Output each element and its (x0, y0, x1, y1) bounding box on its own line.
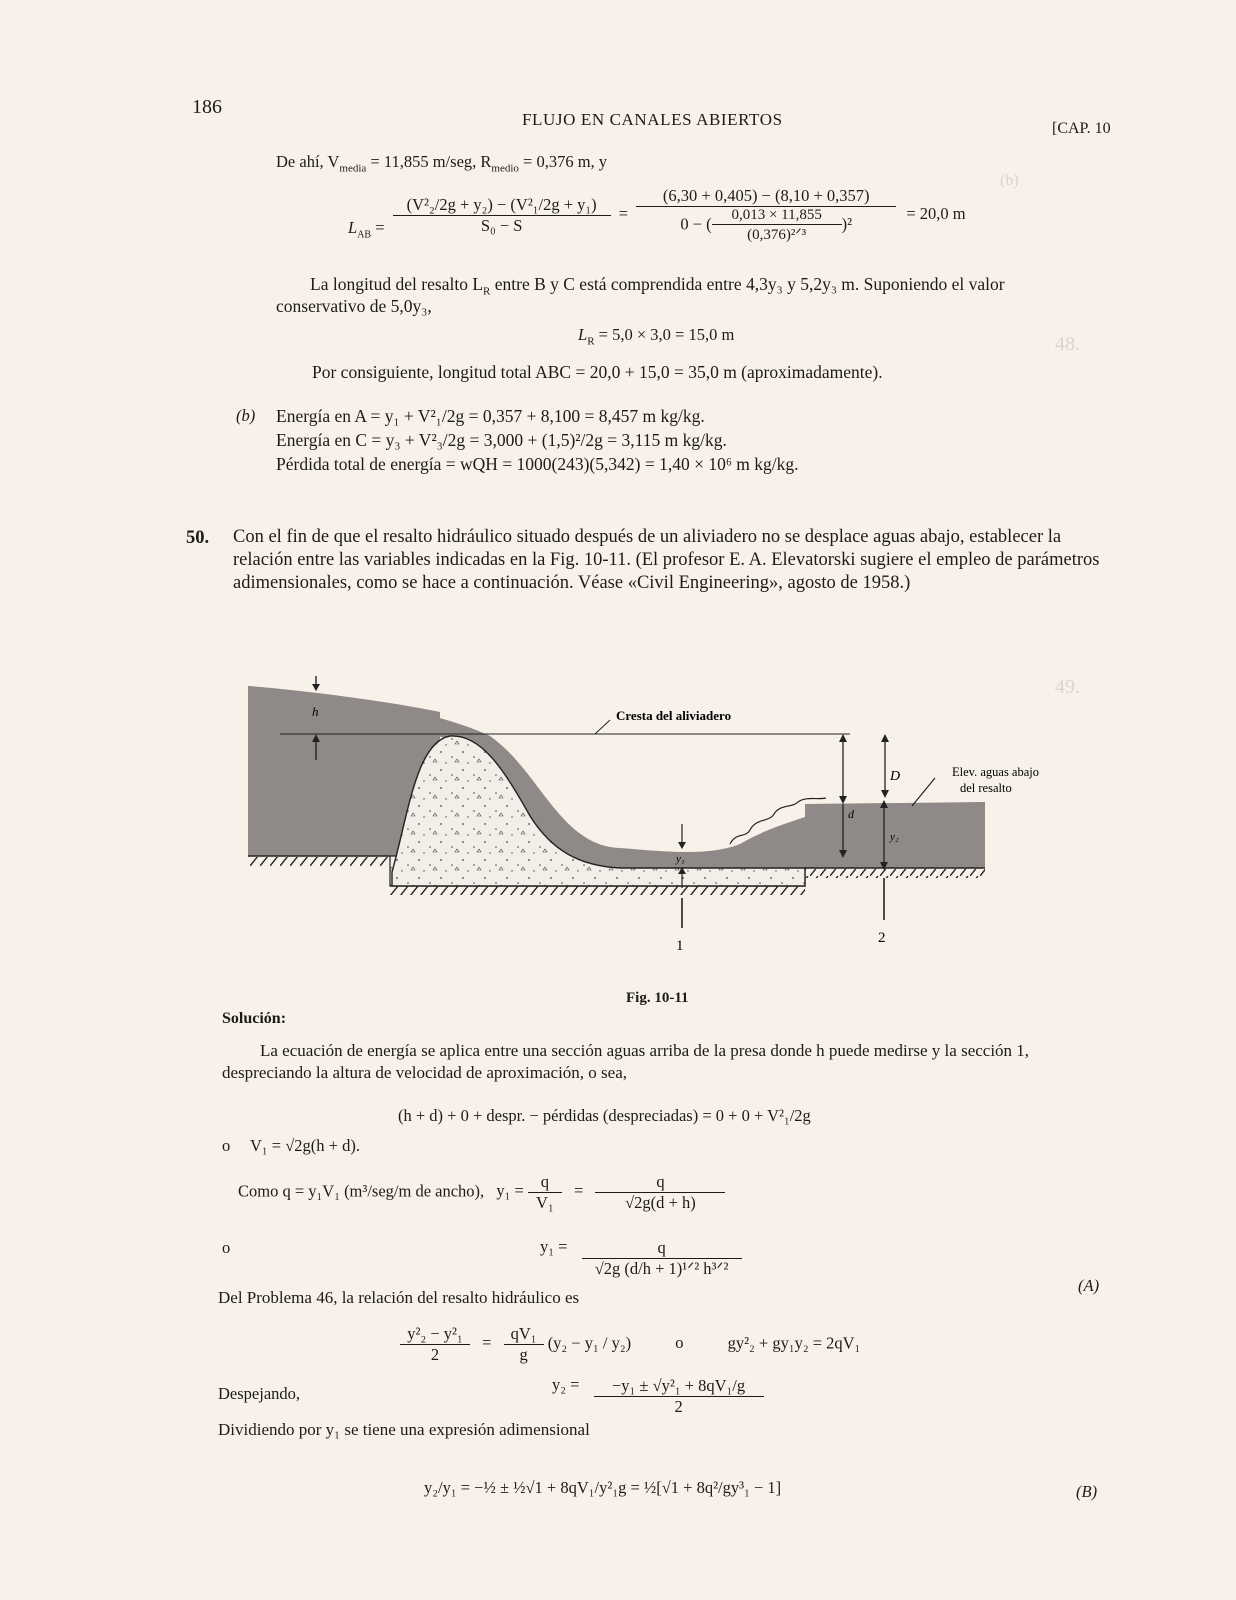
h-label: h (312, 704, 319, 719)
y2-label: y₂ (890, 831, 899, 843)
elev-label-2: del resalto (960, 781, 1012, 795)
length-ab-equation: $L_{AB}$ = $\frac{\text{(V²₂/2g + y₂) − (V²₁/2g + y₁)}}{\text{S₀ − S}}$ = (6,30 + 0,405) − (8,10 + 0,357) 0 − ( $\frac{0,013 \times 11,855}{\text{(0,376)²ᐟ³}}$ )² = 20,0 m (348, 186, 966, 243)
solution-paragraph-2: Del Problema 46, la relación del resalto hidráulico es (218, 1288, 580, 1307)
v1-equation: V₁ = √2g(h + d). (250, 1136, 360, 1155)
bleed-through-text: 48. (1055, 333, 1080, 355)
lr-equation: $L_R = 5,0 \times 3,0 = 15,0$ m (578, 325, 735, 348)
crest-label: Cresta del aliviadero (616, 708, 732, 723)
or-label-2: o (222, 1238, 231, 1257)
ground-hatch-left (248, 857, 390, 866)
velocity-radius-line: De ahí, $V_{media} = 11,855$ m/seg, $R_{medio} = 0,376$ m, y (276, 152, 608, 175)
equation-tag-A: (A) (1078, 1276, 1100, 1295)
ground-hatch-floor (390, 886, 805, 895)
dimensionless-equation: y₂/y₁ = −½ ± ½√1 + 8qV₁/y²₁g = ½[√1 + 8q²/gy³₁ − 1] (424, 1478, 782, 1497)
jump-length-paragraph-line2: conservativo de 5,0y₃, (276, 296, 432, 316)
bleed-through-text: (b) (1000, 172, 1019, 189)
y1-equation: y₁ = $\frac{q}{\text{√2g (d/h + 1)¹ᐟ² h³ᐟ²}}$ (540, 1238, 742, 1279)
despejando-label: Despejando, (218, 1384, 301, 1403)
hydraulic-jump-relation: $\frac{\text{y²₂ − y²₁}}{2}$ = $\frac{\text{qV₁}}{g}$ (y₂ − y₁ / y₂) o gy²₂ + gy₁y₂ = 2qV₁ (400, 1324, 860, 1365)
spillway-figure (240, 676, 1039, 976)
chapter-label: [CAP. 10 (1052, 120, 1111, 137)
ground-hatch-right (805, 869, 985, 878)
y2-equation: y₂ = $\frac{\text{−y₁ ± √y²₁ + 8qV₁/g}}{2}$ (552, 1376, 764, 1417)
elev-label-1: Elev. aguas abajo (952, 765, 1039, 779)
y1-label: y₁ (676, 853, 685, 865)
section-1-label: 1 (676, 938, 684, 954)
figure-caption: Fig. 10-11 (626, 990, 689, 1006)
problem-statement: Con el fin de que el resalto hidráulico situado después de un aliviadero no se desplace aguas abajo, establecer la relación entre las variables indicadas en la Fig. 10-11. (El profesor E. A. Elevatorski sugiere el empleo de parámetros adimensionales, como se hace a continuación. Véase «Civil Engineering», agosto de 1958.) (233, 527, 1100, 593)
solution-heading: Solución: (222, 1010, 287, 1027)
total-length-line: Por consiguiente, longitud total ABC = 20,0 + 15,0 = 35,0 m (aproximadamente). (312, 362, 883, 382)
d-label: d (848, 807, 854, 821)
part-b-label: (b) (236, 406, 256, 425)
q-definition-line: Como q = y₁V₁ (m³/seg/m de ancho), y₁ = $\frac{q}{\text{V₁}}$ = $\frac{q}{√2g(d + h)}$ (238, 1172, 725, 1213)
jump-length-paragraph: La longitud del resalto $L_R$ entre B y C está comprendida entre 4,3y₃ y 5,2y₃ m. Suponiendo el valor (310, 274, 1005, 298)
or-label-1: o (222, 1136, 231, 1155)
solution-paragraph-1: La ecuación de energía se aplica entre una sección aguas arriba de la presa donde h puede medirse y la sección 1, despreciando la altura de velocidad de aproximación, o sea, (222, 1041, 1030, 1082)
D-label: D (890, 769, 901, 784)
energy-a-line: Energía en A = y₁ + V²₁/2g = 0,357 + 8,100 = 8,457 m kg/kg. (276, 406, 705, 426)
equation-tag-B: (B) (1076, 1482, 1098, 1501)
energy-c-line: Energía en C = y₃ + V²₃/2g = 3,000 + (1,5)²/2g = 3,115 m kg/kg. (276, 430, 727, 450)
bleed-through-text: 49. (1055, 676, 1080, 698)
running-title: FLUJO EN CANALES ABIERTOS (522, 110, 783, 129)
problem-number: 50. (186, 528, 210, 548)
page-number: 186 (192, 96, 222, 118)
section-2-label: 2 (878, 930, 886, 946)
energy-loss-line: Pérdida total de energía = wQH = 1000(243)(5,342) = 1,40 × 10⁶ m kg/kg. (276, 454, 799, 474)
energy-equation: (h + d) + 0 + despr. − pérdidas (despreciadas) = 0 + 0 + V²₁/2g (398, 1106, 811, 1125)
solution-paragraph-3: Dividiendo por y₁ se tiene una expresión adimensional (218, 1420, 590, 1439)
